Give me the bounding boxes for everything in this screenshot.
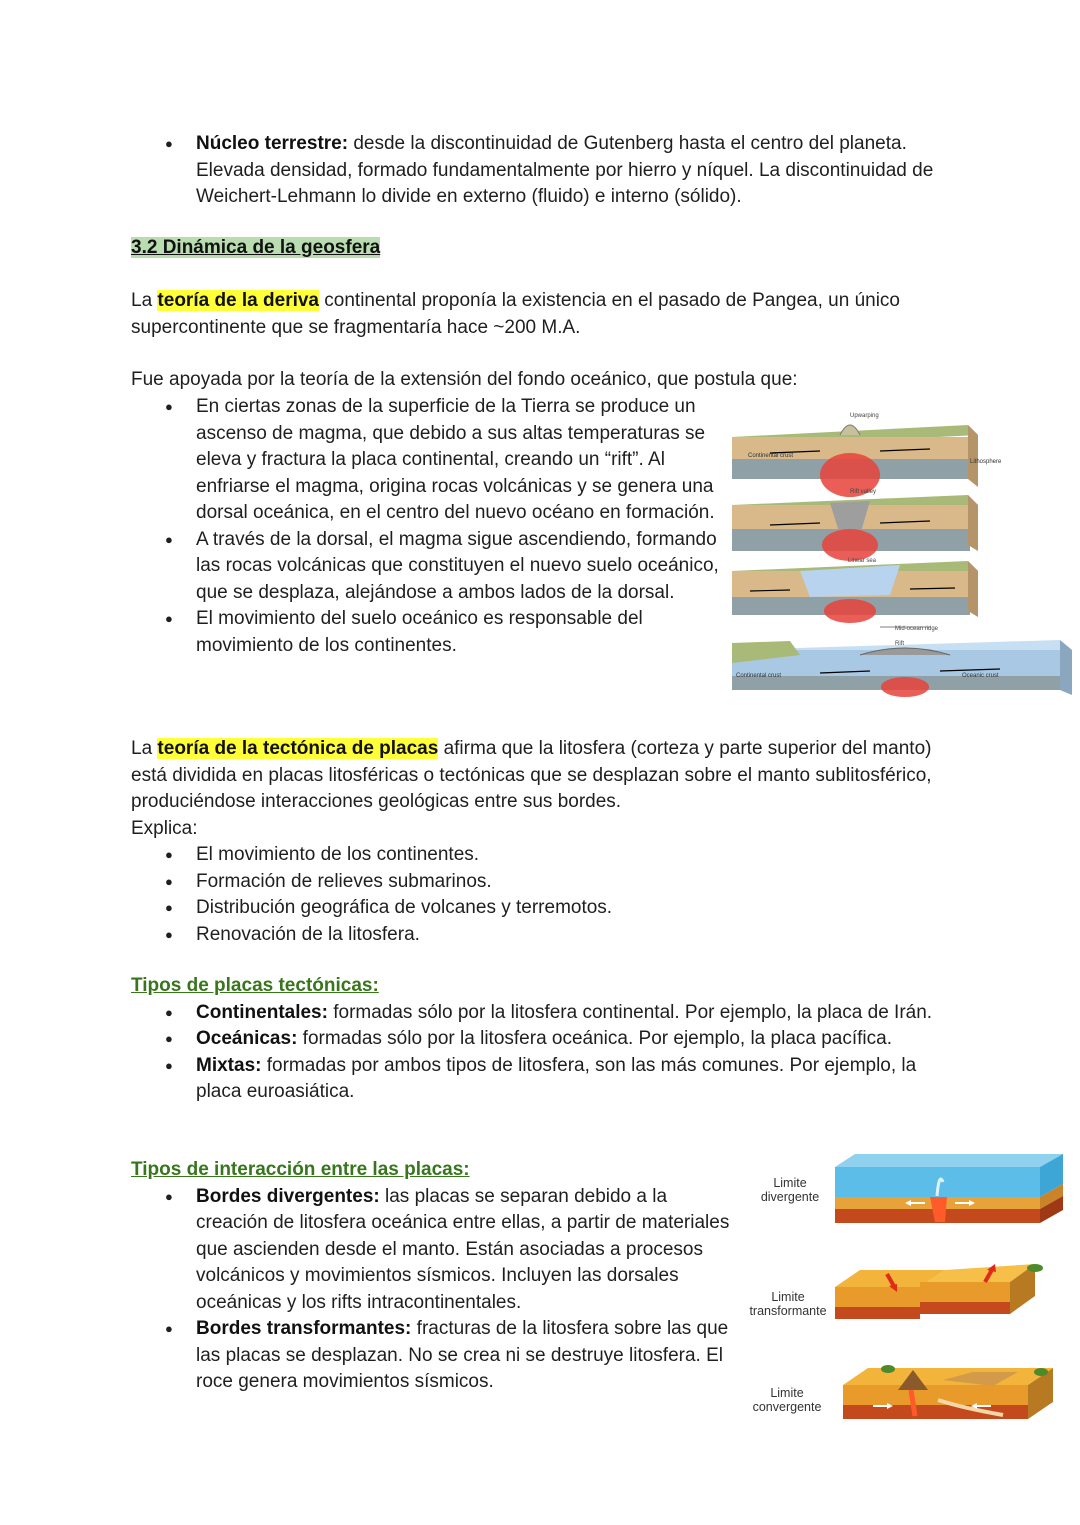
placa-term: Oceánicas: bbox=[196, 1028, 298, 1049]
rift-stage-3 bbox=[732, 561, 978, 623]
deriva-term: teoría de la deriva bbox=[157, 290, 319, 311]
label-upwarping: Upwarping bbox=[850, 413, 879, 419]
nucleo-text: desde la discontinuidad de Gutenberg hasta el centro del planeta. Elevada densidad, formado fundamentalmente por hierro y níquel. La discontinuidad de Weichert-Lehmann lo divide en externo (fluido) e interno (sólido). bbox=[196, 133, 934, 207]
label-limite-divergente: Limite divergente bbox=[760, 1176, 820, 1204]
label-continental-crust-2: Continental crust bbox=[736, 673, 782, 679]
label-rift: Rift bbox=[895, 641, 904, 647]
placa-item bbox=[131, 1053, 951, 1106]
interaccion-item bbox=[131, 1184, 731, 1317]
nucleo-item bbox=[131, 131, 971, 211]
label-continental-crust: Continental crust bbox=[748, 453, 794, 459]
explica-item: ● El movimiento de los continentes. bbox=[131, 842, 951, 869]
label-limite-transformante: Limite transformante bbox=[749, 1290, 827, 1318]
tectonica-paragraph bbox=[131, 736, 951, 948]
extension-intro bbox=[131, 367, 931, 394]
divergent-boundary-figure bbox=[835, 1152, 1065, 1247]
placa-item bbox=[131, 1000, 951, 1027]
section-title: 3.2 Dinámica de la geosfera bbox=[131, 237, 381, 258]
interaccion-block bbox=[131, 1157, 731, 1396]
interaccion-item bbox=[131, 1316, 731, 1396]
label-lithosphere: Lithosphere bbox=[970, 459, 1002, 465]
placa-item bbox=[131, 1026, 951, 1053]
convergent-svg bbox=[843, 1360, 1061, 1435]
rift-stage-1 bbox=[732, 425, 978, 497]
interaccion-text: las placas se separan debido a la creación de litosfera oceánica entre ellas, a partir de materiales que ascienden desde el manto. Están asociadas a procesos volcánicos y movimientos sísmicos. Incluyen las dorsales oceánicas y los rifts intracontinentales. bbox=[196, 1185, 730, 1313]
interaccion-text: fracturas de la litosfera sobre las que las placas se desplazan. No se crea ni se destruye litosfera. El roce genera movimientos sísmicos. bbox=[196, 1318, 729, 1392]
placa-text: formadas sólo por la litosfera continental. Por ejemplo, la placa de Irán. bbox=[327, 1001, 933, 1023]
deriva-paragraph bbox=[131, 288, 961, 341]
tectonica-term: teoría de la tectónica de placas bbox=[157, 738, 439, 759]
section-title-block bbox=[131, 235, 380, 262]
explica-item: ● Renovación de la litosfera. bbox=[131, 922, 951, 949]
convergent-boundary-figure bbox=[843, 1360, 1061, 1435]
transform-boundary-figure bbox=[835, 1262, 1060, 1337]
rift-diagram-svg bbox=[730, 405, 1075, 700]
label-linear-sea: Linear sea bbox=[848, 558, 877, 564]
placa-term: Mixtas: bbox=[196, 1054, 262, 1076]
extension-item: ● El movimiento del suelo oceánico es responsable del movimiento de los continentes. bbox=[131, 606, 726, 659]
explica-item: ● Distribución geográfica de volcanes y terremotos. bbox=[131, 895, 951, 922]
extension-item: ● En ciertas zonas de la superficie de la Tierra se produce un ascenso de magma, que debido a sus altas temperaturas se eleva y fractura la placa continental, creando un “rift”. Al enfriarse el magma, origina rocas volcánicas y se genera una dorsal oceánica, en el centro del nuevo océano en formación. bbox=[131, 394, 726, 527]
tipos-placas-block bbox=[131, 973, 951, 1106]
placa-text: formadas sólo por la litosfera oceánica. Por ejemplo, la placa pacífica. bbox=[297, 1028, 892, 1049]
placa-term: Continentales: bbox=[196, 1001, 328, 1023]
rift-stage-2 bbox=[732, 495, 978, 561]
deriva-pre: La bbox=[131, 290, 158, 311]
interaccion-title: Tipos de interacción entre las placas: bbox=[131, 1159, 470, 1180]
tectonica-post: afirma que la litosfera (corteza y parte superior del manto) está dividida en placas litosféricas o tectónicas que se desplazan sobre el manto sublitosférico, produciéndose interacciones geológicas entre sus bordes. bbox=[131, 738, 932, 812]
deriva-post: continental proponía la existencia en el pasado de Pangea, un único supercontinente que se fragmentaría hace ~200 M.A. bbox=[131, 290, 900, 338]
explica-item: ● Formación de relieves submarinos. bbox=[131, 869, 951, 896]
nucleo-term: Núcleo terrestre: bbox=[196, 133, 349, 154]
label-mid-ocean-ridge: Mid-ocean ridge bbox=[895, 626, 939, 632]
label-oceanic-crust: Oceanic crust bbox=[962, 673, 999, 679]
nucleo-block bbox=[131, 131, 971, 211]
rift-diagram bbox=[730, 405, 1075, 700]
extension-intro-text: Fue apoyada por la teoría de la extensión del fondo oceánico, que postula que: bbox=[131, 369, 798, 390]
tectonica-pre: La bbox=[131, 738, 158, 759]
transform-svg bbox=[835, 1262, 1060, 1337]
label-limite-convergente: Limite convergente bbox=[752, 1386, 822, 1414]
explica-label: Explica: bbox=[131, 817, 198, 839]
rift-stage-4 bbox=[732, 627, 1072, 697]
extension-list bbox=[131, 394, 726, 659]
label-rift-valley: Rift valley bbox=[850, 489, 877, 495]
interaccion-term: Bordes transformantes: bbox=[196, 1318, 412, 1339]
tipos-placas-title: Tipos de placas tectónicas: bbox=[131, 975, 379, 996]
interaccion-term: Bordes divergentes: bbox=[196, 1185, 380, 1207]
extension-item: ● A través de la dorsal, el magma sigue ascendiendo, formando las rocas volcánicas que constituyen el nuevo suelo oceánico, que se desplaza, alejándose a ambos lados de la dorsal. bbox=[131, 527, 726, 607]
placa-text: formadas por ambos tipos de litosfera, son las más comunes. Por ejemplo, la placa euroasiática. bbox=[196, 1054, 917, 1102]
divergent-svg bbox=[835, 1152, 1065, 1247]
